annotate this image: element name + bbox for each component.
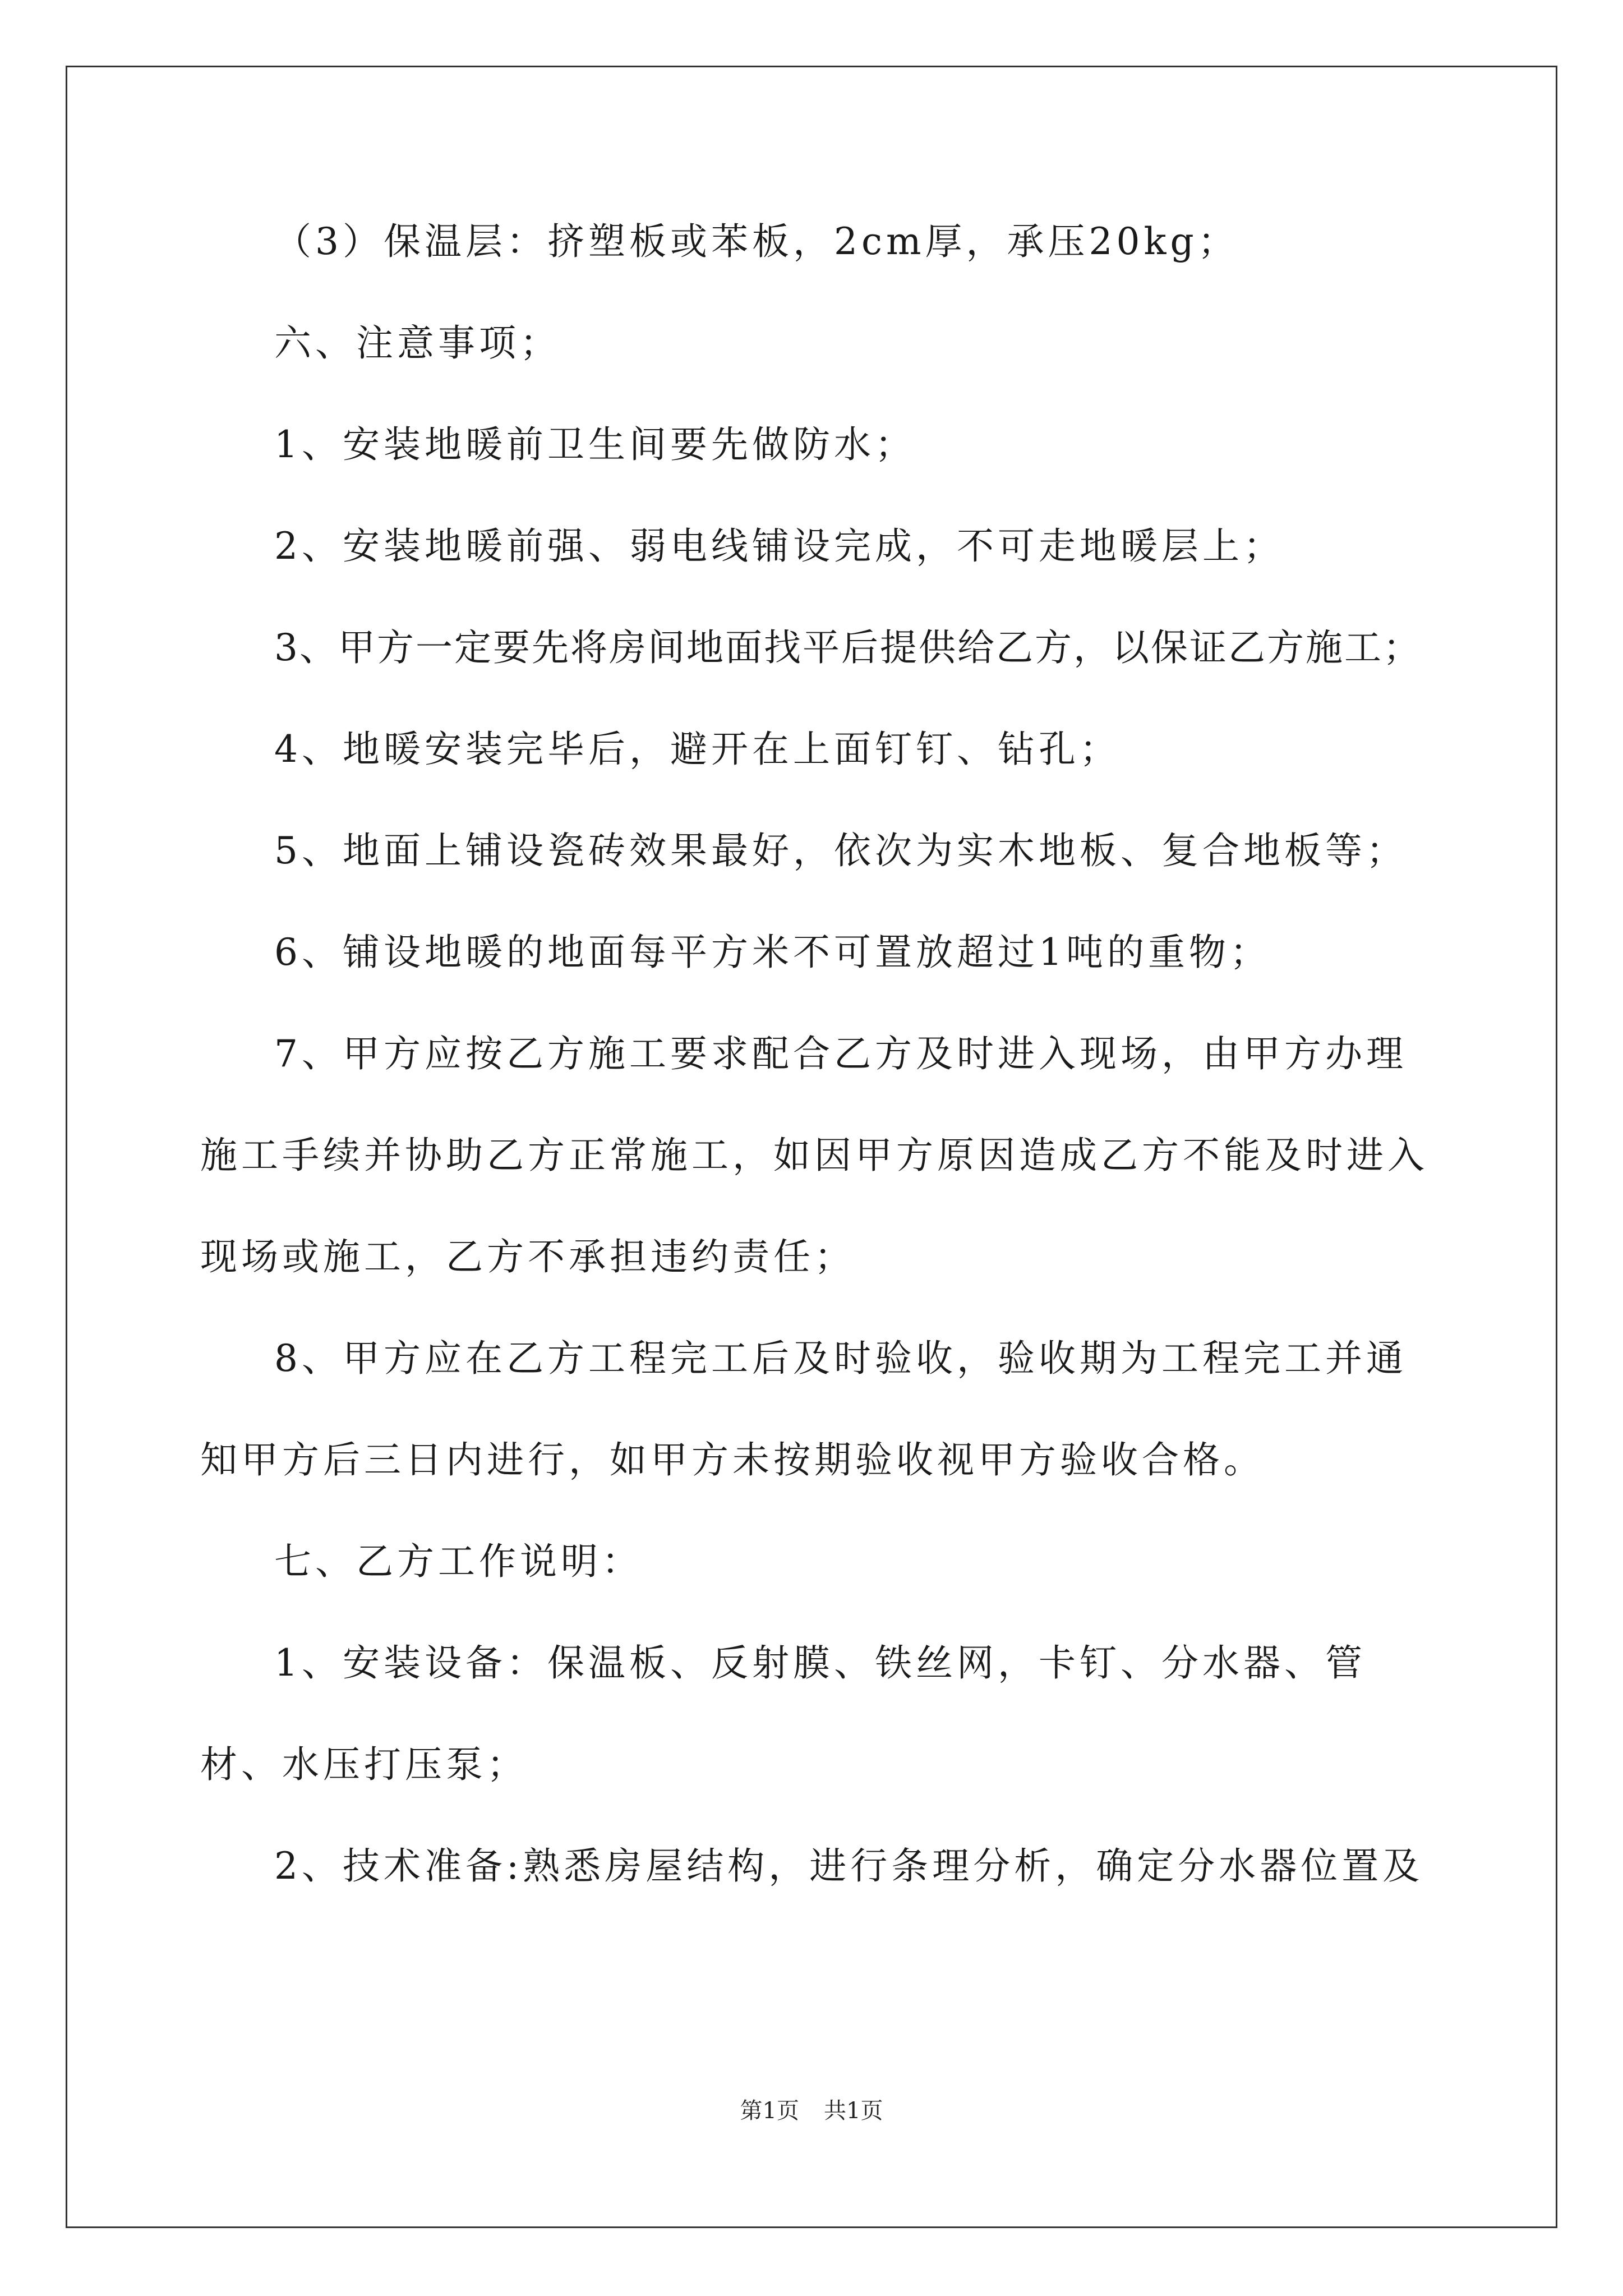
paragraph-work-1: 1、安装设备：保温板、反射膜、铁丝网，卡钉、分水器、管材、水压打压泵； — [200, 1641, 1366, 1786]
paragraph-note-5: 5、地面上铺设瓷砖效果最好，依次为实木地板、复合地板等； — [274, 829, 1407, 872]
paragraph-work-2: 2、技术准备:熟悉房屋结构，进行条理分析，确定分水器位置及 — [274, 1844, 1424, 1888]
paragraph-note-8: 8、甲方应在乙方工程完工后及时验收，验收期为工程完工并通知甲方后三日内进行，如甲方未按期验收视甲方验收合格。 — [200, 1337, 1407, 1481]
page-number-current: 第1页 — [740, 2098, 799, 2124]
paragraph-insulation-layer: （3）保温层：挤塑板或苯板，2cm厚，承压20kg； — [274, 220, 1239, 263]
heading-section-seven: 七、乙方工作说明： — [274, 1540, 643, 1583]
page-number-total: 共1页 — [824, 2098, 883, 2124]
document-body — [200, 191, 1428, 1917]
paragraph-note-2: 2、安装地暖前强、弱电线铺设完成，不可走地暖层上； — [274, 524, 1284, 568]
paragraph-note-4: 4、地暖安装完毕后，避开在上面钉钉、钻孔； — [274, 728, 1121, 771]
paragraph-note-6: 6、铺设地暖的地面每平方米不可置放超过1吨的重物； — [274, 931, 1271, 974]
paragraph-note-3: 3、甲方一定要先将房间地面找平后提供给乙方，以保证乙方施工； — [274, 626, 1422, 669]
page-footer — [0, 2094, 1623, 2128]
paragraph-note-7: 7、甲方应按乙方施工要求配合乙方及时进入现场，由甲方办理施工手续并协助乙方正常施工，如因甲方原因造成乙方不能及时进入现场或施工，乙方不承担违约责任； — [200, 1032, 1428, 1278]
heading-section-six: 六、注意事项； — [274, 321, 561, 365]
paragraph-note-1: 1、安装地暖前卫生间要先做防水； — [274, 423, 916, 466]
